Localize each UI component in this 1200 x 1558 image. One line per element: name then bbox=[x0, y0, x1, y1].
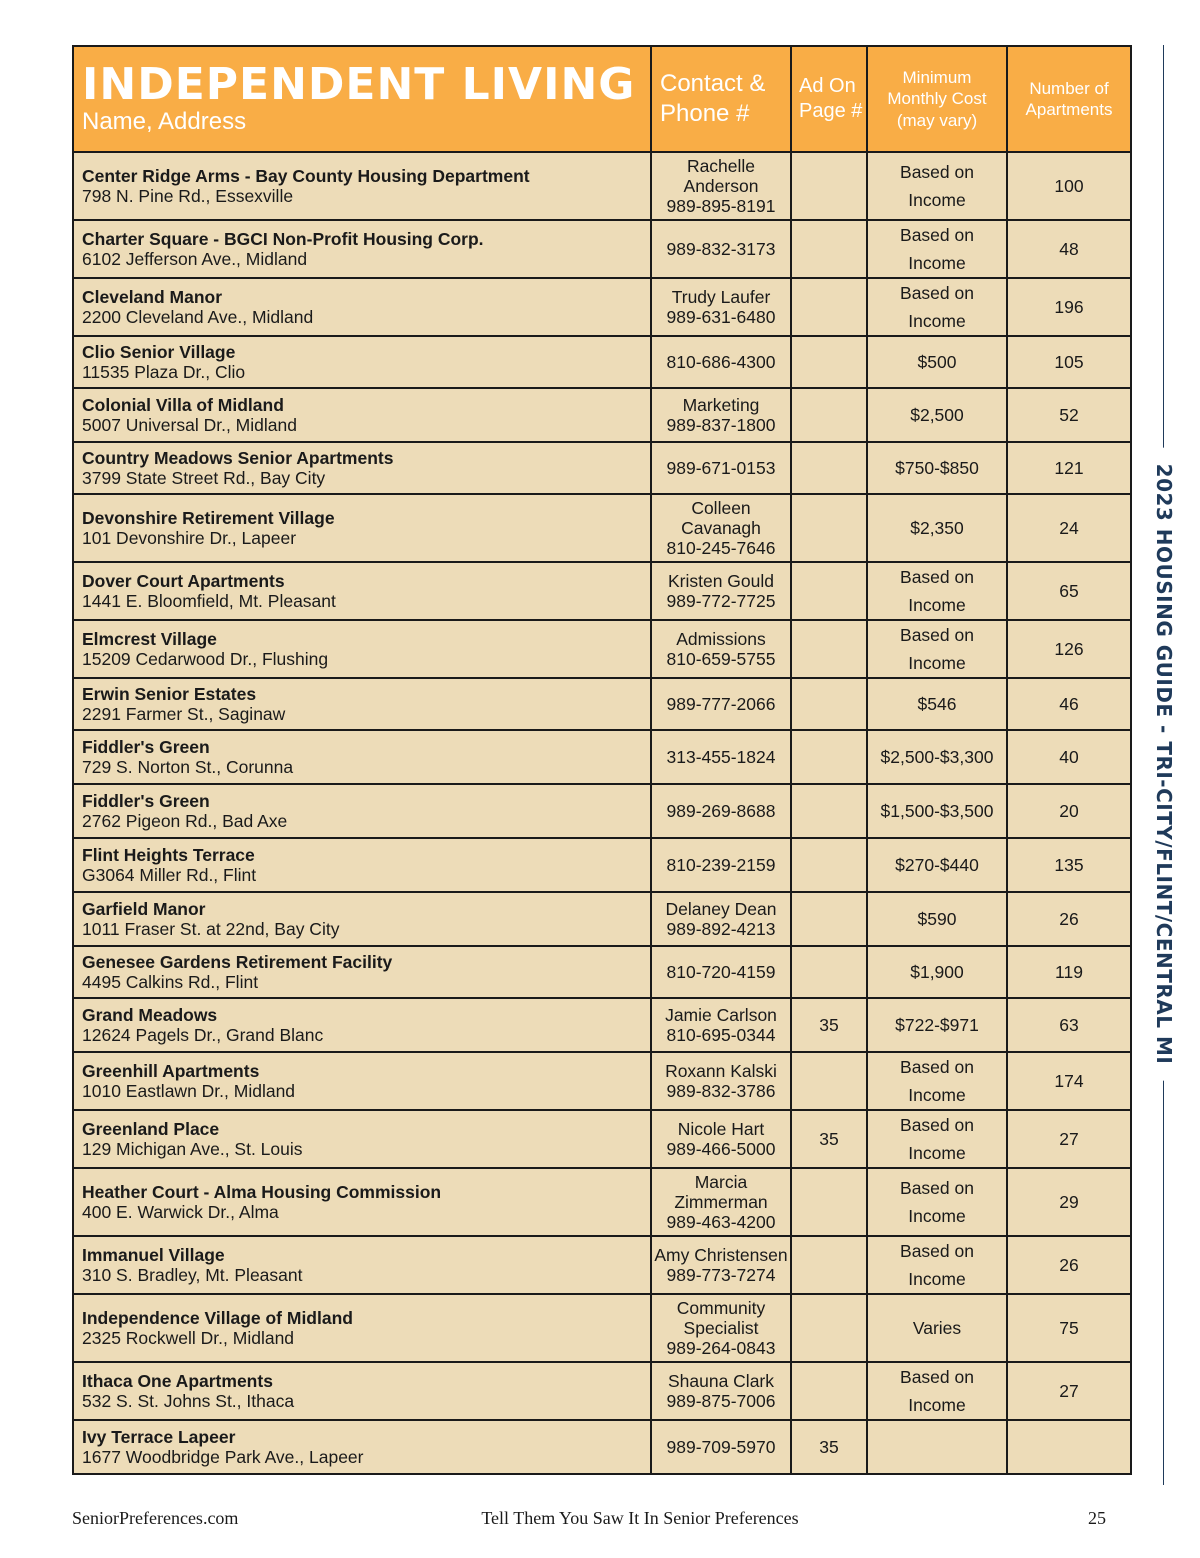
apartments-cell bbox=[1007, 946, 1131, 998]
property-cell bbox=[73, 1110, 651, 1168]
apartments-text: 135 bbox=[1054, 855, 1084, 875]
apartments-text: 24 bbox=[1059, 518, 1079, 538]
contact-text: 989-269-8688 bbox=[666, 801, 776, 821]
min-cost-text: $1,900 bbox=[910, 962, 964, 982]
ad-page-cell bbox=[791, 494, 867, 562]
contact-text: Roxann Kalski 989-832-3786 bbox=[665, 1061, 777, 1101]
apartments-text: 174 bbox=[1054, 1071, 1084, 1091]
min-cost-cell bbox=[867, 1294, 1007, 1362]
property-address: 3799 State Street Rd., Bay City bbox=[82, 468, 326, 488]
property-name: Fiddler's Green bbox=[82, 791, 210, 811]
ad-page-cell bbox=[791, 620, 867, 678]
property-address: 2325 Rockwell Dr., Midland bbox=[82, 1328, 295, 1348]
min-cost-text: $2,350 bbox=[910, 518, 964, 538]
apartments-text: 119 bbox=[1055, 962, 1083, 982]
contact-cell bbox=[651, 562, 791, 620]
apartments-text: 63 bbox=[1059, 1015, 1079, 1035]
min-cost-text: Based on Income bbox=[900, 1178, 974, 1226]
property-name: Heather Court - Alma Housing Commission bbox=[82, 1182, 442, 1202]
contact-cell bbox=[651, 838, 791, 892]
table-row bbox=[73, 730, 1131, 784]
contact-cell bbox=[651, 220, 791, 278]
contact-text: 989-777-2066 bbox=[666, 694, 776, 714]
min-cost-cell bbox=[867, 678, 1007, 730]
property-name: Ithaca One Apartments bbox=[82, 1371, 273, 1391]
independent-living-table bbox=[72, 45, 1132, 1475]
page-number: 25 bbox=[1088, 1508, 1106, 1528]
table-row bbox=[73, 998, 1131, 1052]
property-name: Clio Senior Village bbox=[82, 342, 236, 362]
column-header-contact: Contact & Phone # bbox=[651, 46, 791, 152]
property-name: Elmcrest Village bbox=[82, 629, 217, 649]
property-cell bbox=[73, 278, 651, 336]
property-cell bbox=[73, 494, 651, 562]
apartments-cell bbox=[1007, 730, 1131, 784]
apartments-cell bbox=[1007, 220, 1131, 278]
min-cost-text: $500 bbox=[917, 352, 957, 372]
ad-page-cell bbox=[791, 1420, 867, 1474]
min-cost-cell bbox=[867, 1052, 1007, 1110]
table-row bbox=[73, 1294, 1131, 1362]
min-cost-text: $1,500-$3,500 bbox=[880, 801, 994, 821]
property-cell bbox=[73, 1168, 651, 1236]
contact-cell bbox=[651, 278, 791, 336]
property-address: 4495 Calkins Rd., Flint bbox=[82, 972, 259, 992]
apartments-text: 48 bbox=[1059, 239, 1079, 259]
ad-page-cell bbox=[791, 562, 867, 620]
contact-cell bbox=[651, 388, 791, 442]
contact-cell bbox=[651, 152, 791, 220]
column-header-apartments: Number of Apartments bbox=[1007, 46, 1131, 152]
apartments-text: 29 bbox=[1059, 1192, 1079, 1212]
property-name: Genesee Gardens Retirement Facility bbox=[82, 952, 393, 972]
ad-page-text: 35 bbox=[819, 1129, 839, 1149]
contact-cell bbox=[651, 730, 791, 784]
min-cost-text: Based on Income bbox=[900, 1367, 974, 1415]
table-row bbox=[73, 784, 1131, 838]
contact-cell bbox=[651, 1168, 791, 1236]
footer-tagline: Tell Them You Saw It In Senior Preferences bbox=[481, 1508, 799, 1528]
property-address: 798 N. Pine Rd., Essexville bbox=[82, 186, 294, 206]
property-name: Grand Meadows bbox=[82, 1005, 218, 1025]
property-name: Greenhill Apartments bbox=[82, 1061, 260, 1081]
apartments-cell bbox=[1007, 784, 1131, 838]
property-name: Erwin Senior Estates bbox=[82, 684, 257, 704]
min-cost-cell bbox=[867, 1168, 1007, 1236]
contact-cell bbox=[651, 678, 791, 730]
contact-text: Amy Christensen 989-773-7274 bbox=[654, 1245, 788, 1285]
apartments-text: 26 bbox=[1059, 1255, 1079, 1275]
property-name: Center Ridge Arms - Bay County Housing Department bbox=[82, 166, 530, 186]
property-cell bbox=[73, 336, 651, 388]
ad-page-cell bbox=[791, 152, 867, 220]
table-row bbox=[73, 562, 1131, 620]
apartments-cell bbox=[1007, 494, 1131, 562]
table-row bbox=[73, 1236, 1131, 1294]
contact-text: Marketing 989-837-1800 bbox=[666, 395, 776, 435]
apartments-text: 20 bbox=[1059, 801, 1079, 821]
contact-text: 810-239-2159 bbox=[666, 855, 776, 875]
min-cost-cell bbox=[867, 946, 1007, 998]
min-cost-cell bbox=[867, 730, 1007, 784]
property-cell bbox=[73, 1236, 651, 1294]
property-cell bbox=[73, 1052, 651, 1110]
contact-cell bbox=[651, 946, 791, 998]
table-row bbox=[73, 336, 1131, 388]
apartments-cell bbox=[1007, 620, 1131, 678]
apartments-cell bbox=[1007, 998, 1131, 1052]
ad-page-cell bbox=[791, 1294, 867, 1362]
min-cost-text: $750-$850 bbox=[895, 458, 979, 478]
contact-text: Jamie Carlson 810-695-0344 bbox=[665, 1005, 777, 1045]
min-cost-text: Based on Income bbox=[900, 225, 974, 273]
property-name: Garfield Manor bbox=[82, 899, 206, 919]
contact-cell bbox=[651, 1052, 791, 1110]
contact-cell bbox=[651, 1236, 791, 1294]
property-cell bbox=[73, 388, 651, 442]
contact-text: Trudy Laufer 989-631-6480 bbox=[666, 287, 776, 327]
min-cost-cell bbox=[867, 494, 1007, 562]
section-title: INDEPENDENT LIVING bbox=[82, 58, 636, 110]
ad-page-cell bbox=[791, 1168, 867, 1236]
property-address: 12624 Pagels Dr., Grand Blanc bbox=[82, 1025, 324, 1045]
property-address: 1677 Woodbridge Park Ave., Lapeer bbox=[82, 1447, 364, 1467]
apartments-cell bbox=[1007, 442, 1131, 494]
property-name: Fiddler's Green bbox=[82, 737, 210, 757]
contact-text: Colleen Cavanagh 810-245-7646 bbox=[666, 498, 776, 558]
min-cost-text: $546 bbox=[917, 694, 957, 714]
property-address: 6102 Jefferson Ave., Midland bbox=[82, 249, 308, 269]
apartments-cell bbox=[1007, 1236, 1131, 1294]
property-name: Country Meadows Senior Apartments bbox=[82, 448, 394, 468]
property-cell bbox=[73, 730, 651, 784]
property-name: Colonial Villa of Midland bbox=[82, 395, 284, 415]
header-name-address bbox=[73, 46, 651, 152]
apartments-cell bbox=[1007, 562, 1131, 620]
min-cost-cell bbox=[867, 1420, 1007, 1474]
property-cell bbox=[73, 1294, 651, 1362]
property-cell bbox=[73, 892, 651, 946]
min-cost-text: $2,500-$3,300 bbox=[880, 747, 994, 767]
property-cell bbox=[73, 220, 651, 278]
apartments-cell bbox=[1007, 678, 1131, 730]
property-address: 1441 E. Bloomfield, Mt. Pleasant bbox=[82, 591, 336, 611]
apartments-cell bbox=[1007, 278, 1131, 336]
column-header-name-address: Name, Address bbox=[82, 107, 247, 135]
side-title: 2023 HOUSING GUIDE - TRI-CITY/FLINT/CENTRAL MI bbox=[1152, 448, 1176, 1081]
ad-page-cell bbox=[791, 838, 867, 892]
contact-cell bbox=[651, 784, 791, 838]
table-row bbox=[73, 1052, 1131, 1110]
contact-text: Nicole Hart 989-466-5000 bbox=[666, 1119, 776, 1159]
property-cell bbox=[73, 562, 651, 620]
contact-text: 989-709-5970 bbox=[666, 1437, 776, 1457]
min-cost-cell bbox=[867, 1110, 1007, 1168]
contact-text: 810-720-4159 bbox=[666, 962, 776, 982]
min-cost-text: $722-$971 bbox=[895, 1015, 979, 1035]
ad-page-cell bbox=[791, 1110, 867, 1168]
min-cost-cell bbox=[867, 336, 1007, 388]
property-address: 129 Michigan Ave., St. Louis bbox=[82, 1139, 303, 1159]
table-header-row bbox=[73, 46, 1131, 152]
property-cell bbox=[73, 1420, 651, 1474]
table-row bbox=[73, 1168, 1131, 1236]
contact-text: Delaney Dean 989-892-4213 bbox=[665, 899, 777, 939]
table-row bbox=[73, 678, 1131, 730]
table-row bbox=[73, 838, 1131, 892]
min-cost-cell bbox=[867, 562, 1007, 620]
min-cost-cell bbox=[867, 278, 1007, 336]
contact-text: Shauna Clark 989-875-7006 bbox=[666, 1371, 776, 1411]
property-name: Independence Village of Midland bbox=[82, 1308, 353, 1328]
contact-cell bbox=[651, 1362, 791, 1420]
property-address: 101 Devonshire Dr., Lapeer bbox=[82, 528, 297, 548]
apartments-text: 121 bbox=[1054, 458, 1084, 478]
table-row bbox=[73, 1420, 1131, 1474]
min-cost-cell bbox=[867, 1236, 1007, 1294]
property-address: 1011 Fraser St. at 22nd, Bay City bbox=[82, 919, 340, 939]
contact-cell bbox=[651, 442, 791, 494]
apartments-cell bbox=[1007, 1362, 1131, 1420]
property-address: 15209 Cedarwood Dr., Flushing bbox=[82, 649, 329, 669]
contact-text: 989-671-0153 bbox=[666, 458, 776, 478]
contact-cell bbox=[651, 998, 791, 1052]
property-address: 2200 Cleveland Ave., Midland bbox=[82, 307, 314, 327]
apartments-text: 126 bbox=[1054, 639, 1084, 659]
contact-text: Admissions 810-659-5755 bbox=[666, 629, 776, 669]
apartments-text: 65 bbox=[1059, 581, 1079, 601]
property-cell bbox=[73, 998, 651, 1052]
property-name: Ivy Terrace Lapeer bbox=[82, 1427, 236, 1447]
min-cost-cell bbox=[867, 1362, 1007, 1420]
contact-text: Kristen Gould 989-772-7725 bbox=[666, 571, 776, 611]
table-row bbox=[73, 388, 1131, 442]
min-cost-text: Based on Income bbox=[900, 1057, 974, 1105]
table-row bbox=[73, 892, 1131, 946]
ad-page-cell bbox=[791, 1236, 867, 1294]
table-row bbox=[73, 494, 1131, 562]
ad-page-cell bbox=[791, 678, 867, 730]
min-cost-cell bbox=[867, 442, 1007, 494]
property-cell bbox=[73, 838, 651, 892]
min-cost-cell bbox=[867, 784, 1007, 838]
contact-text: 313-455-1824 bbox=[666, 747, 776, 767]
ad-page-cell bbox=[791, 946, 867, 998]
ad-page-cell bbox=[791, 1052, 867, 1110]
property-name: Devonshire Retirement Village bbox=[82, 508, 335, 528]
property-address: 400 E. Warwick Dr., Alma bbox=[82, 1202, 279, 1222]
ad-page-cell bbox=[791, 388, 867, 442]
table-row bbox=[73, 442, 1131, 494]
min-cost-cell bbox=[867, 220, 1007, 278]
table-row bbox=[73, 278, 1131, 336]
min-cost-text: $590 bbox=[917, 909, 957, 929]
contact-text: 989-832-3173 bbox=[666, 239, 776, 259]
min-cost-text: Based on Income bbox=[900, 625, 974, 673]
contact-text: 810-686-4300 bbox=[666, 352, 776, 372]
min-cost-text: Based on Income bbox=[900, 1115, 974, 1163]
apartments-cell bbox=[1007, 1168, 1131, 1236]
min-cost-cell bbox=[867, 152, 1007, 220]
apartments-cell bbox=[1007, 1294, 1131, 1362]
min-cost-text: Based on Income bbox=[900, 283, 974, 331]
table-row bbox=[73, 1362, 1131, 1420]
property-name: Greenland Place bbox=[82, 1119, 220, 1139]
column-header-ad-page: Ad On Page # bbox=[791, 46, 867, 152]
apartments-cell bbox=[1007, 336, 1131, 388]
contact-cell bbox=[651, 1110, 791, 1168]
apartments-cell bbox=[1007, 1420, 1131, 1474]
table-row bbox=[73, 946, 1131, 998]
min-cost-text: Based on Income bbox=[900, 162, 974, 210]
ad-page-cell bbox=[791, 336, 867, 388]
ad-page-cell bbox=[791, 892, 867, 946]
apartments-text: 105 bbox=[1054, 352, 1084, 372]
property-cell bbox=[73, 678, 651, 730]
property-name: Flint Heights Terrace bbox=[82, 845, 255, 865]
apartments-cell bbox=[1007, 152, 1131, 220]
contact-cell bbox=[651, 1294, 791, 1362]
property-cell bbox=[73, 946, 651, 998]
property-cell bbox=[73, 442, 651, 494]
ad-page-text: 35 bbox=[819, 1015, 839, 1035]
apartments-text: 100 bbox=[1054, 176, 1084, 196]
contact-cell bbox=[651, 1420, 791, 1474]
min-cost-text: Based on Income bbox=[900, 567, 974, 615]
min-cost-cell bbox=[867, 620, 1007, 678]
property-name: Immanuel Village bbox=[82, 1245, 225, 1265]
min-cost-text: Based on Income bbox=[900, 1241, 974, 1289]
property-cell bbox=[73, 620, 651, 678]
property-cell bbox=[73, 1362, 651, 1420]
table-body bbox=[73, 152, 1131, 1474]
property-address: 5007 Universal Dr., Midland bbox=[82, 415, 297, 435]
contact-cell bbox=[651, 620, 791, 678]
property-cell bbox=[73, 784, 651, 838]
contact-cell bbox=[651, 494, 791, 562]
ad-page-cell bbox=[791, 442, 867, 494]
min-cost-cell bbox=[867, 838, 1007, 892]
table-row bbox=[73, 220, 1131, 278]
apartments-text: 26 bbox=[1059, 909, 1079, 929]
contact-cell bbox=[651, 336, 791, 388]
property-address: 1010 Eastlawn Dr., Midland bbox=[82, 1081, 296, 1101]
ad-page-cell bbox=[791, 784, 867, 838]
property-address: 729 S. Norton St., Corunna bbox=[82, 757, 294, 777]
table-row bbox=[73, 620, 1131, 678]
property-address: 310 S. Bradley, Mt. Pleasant bbox=[82, 1265, 303, 1285]
apartments-text: 27 bbox=[1059, 1129, 1079, 1149]
table-row bbox=[73, 1110, 1131, 1168]
property-address: 2291 Farmer St., Saginaw bbox=[82, 704, 286, 724]
apartments-cell bbox=[1007, 838, 1131, 892]
apartments-text: 40 bbox=[1059, 747, 1079, 767]
min-cost-cell bbox=[867, 388, 1007, 442]
property-address: 532 S. St. Johns St., Ithaca bbox=[82, 1391, 295, 1411]
min-cost-text: $270-$440 bbox=[895, 855, 979, 875]
property-address: 2762 Pigeon Rd., Bad Axe bbox=[82, 811, 288, 831]
property-address: 11535 Plaza Dr., Clio bbox=[82, 362, 246, 382]
ad-page-cell bbox=[791, 1362, 867, 1420]
apartments-text: 75 bbox=[1059, 1318, 1079, 1338]
min-cost-text: Varies bbox=[912, 1318, 962, 1338]
min-cost-cell bbox=[867, 892, 1007, 946]
apartments-cell bbox=[1007, 388, 1131, 442]
ad-page-cell bbox=[791, 220, 867, 278]
property-name: Dover Court Apartments bbox=[82, 571, 285, 591]
apartments-text: 46 bbox=[1059, 694, 1079, 714]
ad-page-cell bbox=[791, 278, 867, 336]
property-cell bbox=[73, 152, 651, 220]
contact-text: Community Specialist 989-264-0843 bbox=[666, 1298, 776, 1358]
table-row bbox=[73, 152, 1131, 220]
ad-page-cell bbox=[791, 730, 867, 784]
apartments-cell bbox=[1007, 1052, 1131, 1110]
footer-website: SeniorPreferences.com bbox=[72, 1508, 239, 1528]
contact-text: Rachelle Anderson 989-895-8191 bbox=[666, 156, 776, 216]
apartments-text: 27 bbox=[1059, 1381, 1079, 1401]
column-header-min-cost: Minimum Monthly Cost (may vary) bbox=[867, 46, 1007, 152]
contact-text: Marcia Zimmerman 989-463-4200 bbox=[666, 1172, 776, 1232]
property-name: Cleveland Manor bbox=[82, 287, 223, 307]
ad-page-cell bbox=[791, 998, 867, 1052]
contact-cell bbox=[651, 892, 791, 946]
apartments-text: 52 bbox=[1059, 405, 1079, 425]
property-address: G3064 Miller Rd., Flint bbox=[82, 865, 257, 885]
min-cost-cell bbox=[867, 998, 1007, 1052]
apartments-cell bbox=[1007, 1110, 1131, 1168]
property-name: Charter Square - BGCI Non-Profit Housing Corp. bbox=[82, 229, 484, 249]
apartments-text: 196 bbox=[1054, 297, 1084, 317]
min-cost-text: $2,500 bbox=[910, 405, 964, 425]
ad-page-text: 35 bbox=[819, 1437, 839, 1457]
apartments-cell bbox=[1007, 892, 1131, 946]
